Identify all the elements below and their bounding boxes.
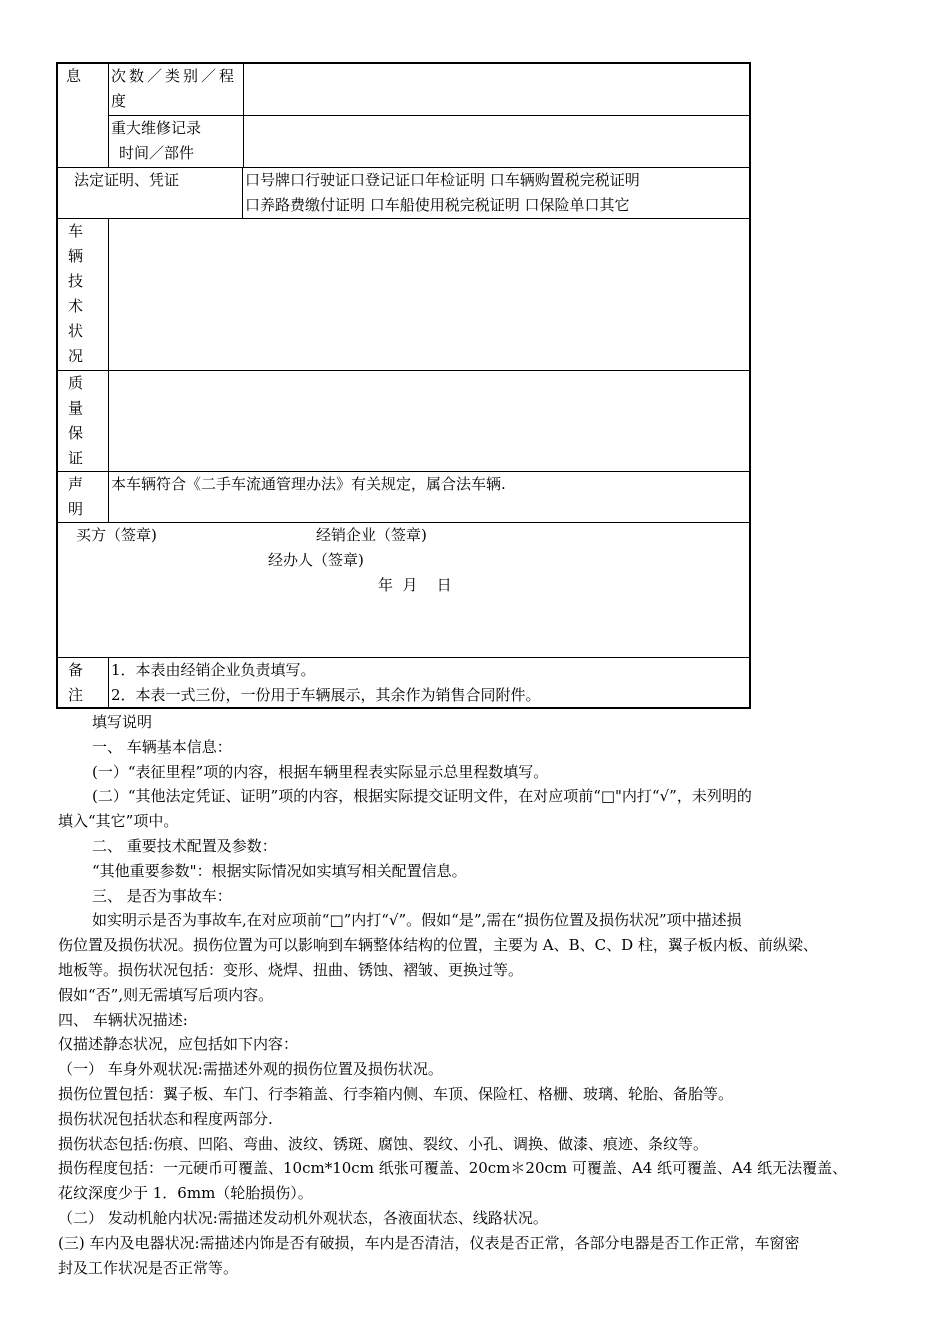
instruction-line: (一）“表征里程”项的内容，根据车辆里程表实际显示总里程数填写。 xyxy=(92,762,549,781)
info-section-label: 息 xyxy=(66,67,82,85)
instruction-line: 二、 重要技术配置及参数： xyxy=(92,836,277,855)
legal-docs-label: 法定证明、凭证 xyxy=(74,171,180,189)
instruction-line: 花纹深度少于 1．6mm（轮胎损伤）。 xyxy=(58,1184,313,1203)
tech-condition-label xyxy=(58,219,108,370)
quality-field[interactable] xyxy=(108,371,749,471)
quality-row xyxy=(58,370,749,471)
instruction-line: 伤位置及损伤状况。损伤位置为可以影响到车辆整体结构的位置，主要为 A、B、C、D 柱，翼子板内板、前纵梁、 xyxy=(58,936,818,955)
legal-docs-line1[interactable]: 口号牌口行驶证口登记证口年检证明 口车辆购置税完税证明 xyxy=(245,171,640,189)
quality-label xyxy=(58,371,108,471)
remarks-char: 备 xyxy=(68,661,84,679)
remarks-line2: 2．本表一式三份，一份用于车辆展示，其余作为销售合同附件。 xyxy=(111,686,541,704)
instruction-line: （一） 车身外观状况:需描述外观的损伤位置及损伤状况。 xyxy=(58,1060,443,1079)
filling-instructions xyxy=(58,710,898,1280)
dealer-signature[interactable]: 经销企业（签章) xyxy=(316,526,427,544)
tech-char: 技 xyxy=(68,272,84,290)
instruction-line: 假如“否”,则无需填写后项内容。 xyxy=(58,985,274,1004)
instruction-line: 填入“其它”项中。 xyxy=(58,812,179,831)
major-repair-label xyxy=(109,116,243,168)
tech-char: 术 xyxy=(68,297,84,315)
tech-condition-row xyxy=(58,218,749,370)
instructions-title: 填写说明 xyxy=(92,713,153,731)
count-type-degree-field[interactable] xyxy=(243,64,749,115)
statement-char: 声 xyxy=(68,475,84,493)
vehicle-info-form xyxy=(56,62,751,709)
statement-row xyxy=(58,471,749,522)
statement-text: 本车辆符合《二手车流通管理办法》有关规定，属合法车辆. xyxy=(108,472,749,522)
instruction-line: 四、 车辆状况描述: xyxy=(58,1010,188,1029)
instruction-line: 封及工作状况是否正常等。 xyxy=(58,1258,239,1277)
count-type-degree-label: 次数／类别／程度 xyxy=(111,67,238,110)
remarks-label xyxy=(58,658,108,707)
tech-char: 状 xyxy=(68,322,84,340)
instruction-line: 损伤程度包括：一元硬币可覆盖、10cm*10cm 纸张可覆盖、20cm＊20cm 可覆盖、A4 纸可覆盖、A4 纸无法覆盖、 xyxy=(58,1159,848,1178)
quality-char: 保 xyxy=(68,424,84,442)
instruction-line: 损伤位置包括：翼子板、车门、行李箱盖、行李箱内侧、车顶、保险杠、格栅、玻璃、轮胎、备胎等。 xyxy=(58,1084,734,1103)
major-repair-label-line1: 重大维修记录 xyxy=(111,118,202,137)
statement-char: 明 xyxy=(68,500,84,518)
instruction-line: 仅描述静态状况，应包括如下内容： xyxy=(58,1035,299,1054)
instruction-line: 如实明示是否为事故车,在对应项前“□”内打“√”。假如“是”,需在“损伤位置及损伤状况”项中描述损 xyxy=(92,911,742,930)
instruction-line: 一、 车辆基本信息： xyxy=(92,737,232,756)
instruction-line: 损伤状态包括:伤痕、凹陷、弯曲、波纹、锈斑、腐蚀、裂纹、小孔、调换、做漆、痕迹、条纹等。 xyxy=(58,1134,709,1153)
tech-condition-field[interactable] xyxy=(108,219,749,370)
instruction-line: （二） 发动机舱内状况:需描述发动机外观状态，各液面状态、线路状况。 xyxy=(58,1208,548,1227)
instruction-line: (二）“其他法定凭证、证明”项的内容，根据实际提交证明文件，在对应项前“□"内打“√”，未列明的 xyxy=(92,787,752,806)
legal-docs-row xyxy=(58,167,749,218)
instruction-line: 损伤状况包括状态和程度两部分. xyxy=(58,1109,273,1128)
legal-docs-line2[interactable]: 口养路费缴付证明 口车船使用税完税证明 口保险单口其它 xyxy=(245,196,630,214)
statement-label xyxy=(58,472,108,522)
tech-char: 况 xyxy=(68,347,84,365)
quality-char: 证 xyxy=(68,449,84,467)
agent-signature[interactable]: 经办人（签章) xyxy=(268,551,364,569)
quality-char: 量 xyxy=(68,399,84,417)
instruction-line: 地板等。损伤状况包括：变形、烧焊、扭曲、锈蚀、褶皱、更换过等。 xyxy=(58,960,524,979)
buyer-signature[interactable]: 买方（签章) xyxy=(76,526,157,544)
remarks-char: 注 xyxy=(68,686,84,704)
quality-char: 质 xyxy=(68,374,84,392)
legal-docs-options[interactable] xyxy=(242,168,749,218)
remarks-row xyxy=(58,657,749,707)
info-rows xyxy=(58,64,749,167)
major-repair-field[interactable] xyxy=(243,116,749,168)
tech-char: 辆 xyxy=(68,247,84,265)
remarks-line1: 1．本表由经销企业负责填写。 xyxy=(111,661,316,679)
remarks-text xyxy=(108,658,749,707)
major-repair-label-line2: 时间／部件 xyxy=(119,143,195,162)
instruction-line: 三、 是否为事故车： xyxy=(92,886,232,905)
signature-row xyxy=(58,522,749,657)
sign-date[interactable]: 年 月 日 xyxy=(378,576,452,594)
instruction-line: “其他重要参数"：根据实际情况如实填写相关配置信息。 xyxy=(92,861,467,880)
instruction-line: (三) 车内及电器状况:需描述内饰是否有破损，车内是否清洁，仪表是否正常，各部分电器是否工作正常，车窗密 xyxy=(58,1233,800,1252)
tech-char: 车 xyxy=(68,222,84,240)
